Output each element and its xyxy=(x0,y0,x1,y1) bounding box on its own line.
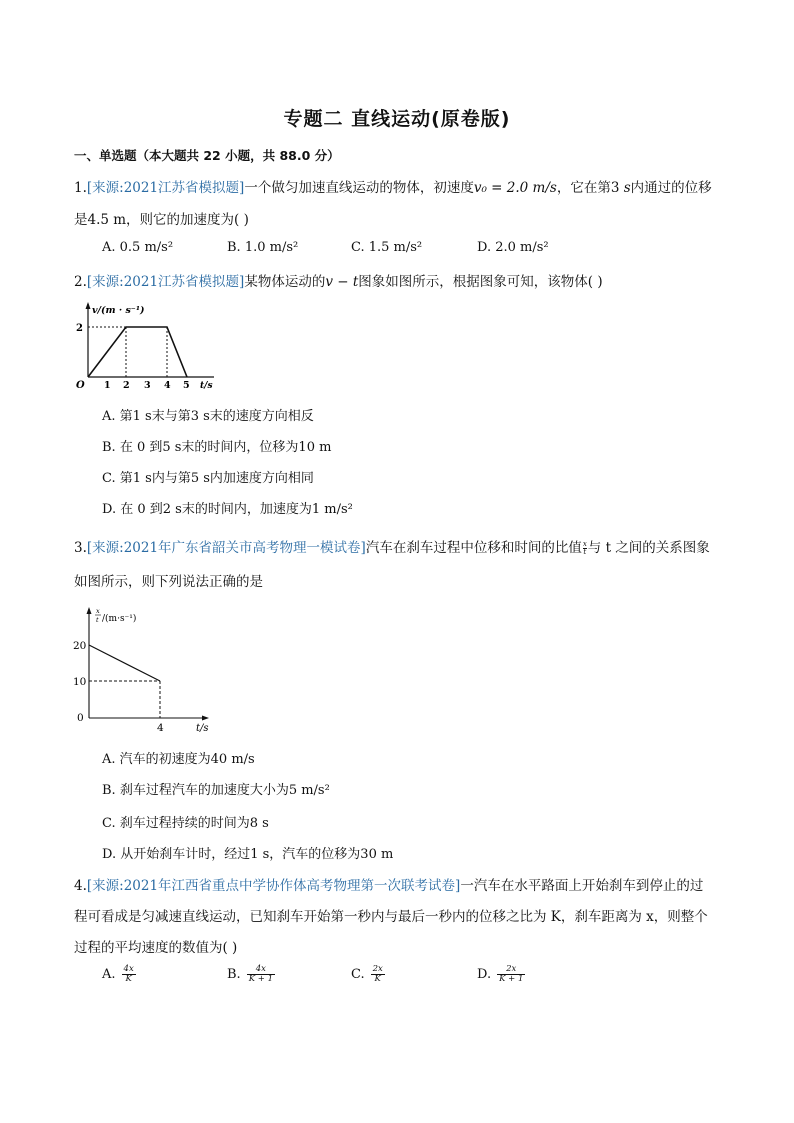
q3-y-arrow xyxy=(87,607,92,614)
q2-y-arrow xyxy=(86,302,91,309)
q3-ytick-0: 0 xyxy=(77,712,84,724)
q2-xtick-3: 3 xyxy=(144,380,151,391)
q2-xlabel: t/s xyxy=(200,381,213,391)
q4-option-b[interactable]: B. $\frac{4x}{K + 1}$ xyxy=(227,964,273,984)
q2-option-a[interactable]: A. 第1 s末与第3 s末的速度方向相反 xyxy=(102,409,314,424)
q3-option-b[interactable]: B. 刹车过程汽车的加速度大小为5 m/s² xyxy=(102,783,330,798)
q4-stem-line3: 过程的平均速度的数值为( ) xyxy=(74,940,238,956)
q3-x-arrow xyxy=(202,716,209,721)
q4-option-d[interactable]: D. $\frac{2x}{K + 1}$ xyxy=(477,964,524,984)
q1-option-b[interactable]: B. 1.0 m/s² xyxy=(227,240,299,255)
q3-option-a[interactable]: A. 汽车的初速度为40 m/s xyxy=(102,752,255,767)
q2-option-d[interactable]: D. 在 0 到2 s末的时间内，加速度为1 m/s² xyxy=(102,502,353,517)
q2-xtick-1: 1 xyxy=(104,380,111,391)
q2-text: 某物体运动的 xyxy=(244,274,326,290)
q1-stem-line1 xyxy=(74,176,712,196)
q2-option-c[interactable]: C. 第1 s内与第5 s内加速度方向相同 xyxy=(102,471,314,486)
q1-text: 一个做匀加速直线运动的物体，初速度 xyxy=(244,180,474,196)
q3-option-c[interactable]: C. 刹车过程持续的时间为8 s xyxy=(102,816,269,831)
q2-origin: O xyxy=(76,380,85,391)
q1-text-c: 内通过的位移 xyxy=(630,180,712,196)
q2-vt: v − t xyxy=(325,274,359,290)
q4-number: 4. xyxy=(74,878,87,894)
q3-source-link[interactable]: [来源:2021年广东省韶关市高考物理一模试卷] xyxy=(86,540,366,556)
section-heading: 一、单选题（本大题共 22 小题，共 88.0 分） xyxy=(74,148,340,163)
q2-xtick-5: 5 xyxy=(183,380,190,391)
q2-ytick-2: 2 xyxy=(76,323,83,334)
q2-number: 2. xyxy=(74,274,87,290)
q1-s: s xyxy=(623,180,631,196)
q3-xlabel: t/s xyxy=(196,723,209,734)
q4-option-a[interactable]: A. $\frac{4x}{K}$ xyxy=(102,964,134,984)
q1-option-a[interactable]: A. 0.5 m/s² xyxy=(102,240,174,255)
q3-number: 3. xyxy=(74,540,87,556)
q4-option-c[interactable]: C. $\frac{2x}{K}$ xyxy=(351,964,383,984)
q3-ylabel-d: t xyxy=(96,616,99,624)
q2-text-b: 图象如图所示，根据图象可知，该物体( ) xyxy=(358,274,603,290)
q4-text: 一汽车在水平路面上开始刹车到停止的过 xyxy=(460,878,704,894)
q1-text-b: ，它在第3 xyxy=(556,180,624,196)
page-title: 专题二 直线运动(原卷版) xyxy=(283,108,511,130)
q3-stem-line1 xyxy=(74,536,710,556)
q1-v0: v₀ = 2.0 m/s xyxy=(473,180,557,196)
q3-line xyxy=(89,645,160,681)
q2-xtick-4: 4 xyxy=(164,380,171,391)
q2-velocity-line xyxy=(88,327,187,377)
q4-source-link[interactable]: [来源:2021年江西省重点中学协作体高考物理第一次联考试卷] xyxy=(86,878,461,894)
q4-stem-line1 xyxy=(74,874,703,894)
q1-option-d[interactable]: D. 2.0 m/s² xyxy=(477,240,549,255)
q1-number: 1. xyxy=(74,180,87,196)
q2-option-b[interactable]: B. 在 0 到5 s末的时间内，位移为10 m xyxy=(102,440,332,455)
q3-ylabel: /(m·s⁻¹) xyxy=(102,614,137,624)
q3-option-d[interactable]: D. 从开始刹车计时，经过1 s，汽车的位移为30 m xyxy=(102,847,394,862)
q3-fraction: $\frac{x}{t}$ xyxy=(582,540,587,556)
q3-ytick-20: 20 xyxy=(73,640,87,652)
q2-vt-graph xyxy=(70,300,230,394)
q3-ylabel-n: x xyxy=(96,607,100,615)
q3-stem-line2: 如图所示，则下列说法正确的是 xyxy=(74,574,263,590)
q3-text: 汽车在刹车过程中位移和时间的比值 xyxy=(365,540,582,556)
q2-stem xyxy=(74,270,603,290)
q1-option-c[interactable]: C. 1.5 m/s² xyxy=(351,240,423,255)
q3-ytick-10: 10 xyxy=(73,676,87,688)
q2-xtick-2: 2 xyxy=(123,380,130,391)
q3-xtick-4: 4 xyxy=(157,722,164,734)
q3-text-b: 与 t 之间的关系图象 xyxy=(587,540,710,556)
q4-stem-line2: 程可看成是匀减速直线运动，已知刹车开始第一秒内与最后一秒内的位移之比为 K，刹车距离为 x，则整个 xyxy=(74,909,708,925)
q2-source-link[interactable]: [来源:2021江苏省模拟题] xyxy=(86,274,245,290)
q3-graph xyxy=(72,604,222,734)
q1-stem-line2: 是4.5 m，则它的加速度为( ) xyxy=(74,212,249,228)
q2-ylabel: v/(m · s⁻¹) xyxy=(92,305,145,316)
q1-source-link[interactable]: [来源:2021江苏省模拟题] xyxy=(86,180,245,196)
